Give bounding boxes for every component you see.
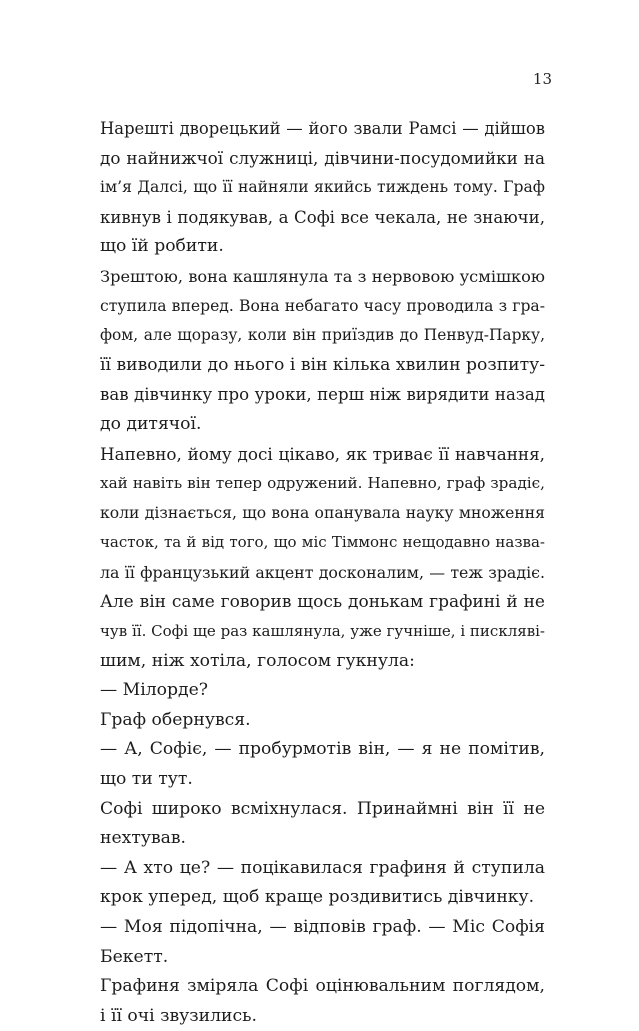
text-line: Графиня зміряла Софі оцінювальним поглядом, — [100, 976, 545, 997]
text-line: Бекетт. — [100, 946, 169, 967]
text-line: крок уперед, щоб краще роздивитись дівчинку. — [100, 887, 535, 908]
text-line: і її очі звузились. — [100, 1005, 257, 1026]
text-line: що ти тут. — [100, 769, 193, 790]
text-line: вав дівчинку про уроки, перш ніж вирядити назад — [100, 385, 545, 405]
text-line: — Моя підопічна, — відповів граф. — Міс Софія — [100, 917, 545, 938]
text-line: нехтував. — [100, 828, 187, 849]
text-line: її виводили до нього і він кілька хвилин розпиту- — [100, 354, 545, 375]
text-line: хай навіть він тепер одружений. Напевно, граф зрадіє, — [100, 474, 545, 493]
text-line: шим, ніж хотіла, голосом гукнула: — [100, 650, 415, 671]
text-line: коли дізнається, що вона опанувала науку множення — [100, 503, 545, 522]
text-line: ім’я Далсі, що її найняли якийсь тиждень тому. Граф — [100, 178, 545, 197]
text-line: що їй робити. — [100, 236, 224, 257]
text-line: чув її. Софі ще раз кашлянула, уже гучніше, і пискляві- — [100, 622, 545, 641]
text-line: Напевно, йому досі цікаво, як триває її навчання, — [100, 443, 545, 464]
text-line: Граф обернувся. — [100, 709, 251, 730]
text-line: — А хто це? — поцікавилася графиня й ступила — [100, 857, 545, 878]
text-line: фом, але щоразу, коли він приїздив до Пенвуд-Парку, — [100, 326, 545, 345]
text-line: ла її французький акцент досконалим, — теж зрадіє. — [100, 562, 545, 582]
text-line: — Мілорде? — [100, 680, 208, 701]
text-line: кивнув і подякував, а Софі все чекала, не знаючи, — [100, 207, 545, 227]
text-line: Нарешті дворецький — його звали Рамсі — дійшов — [100, 119, 545, 138]
text-line: до дитячої. — [100, 413, 202, 434]
text-line: ступила вперед. Вона небагато часу проводила з гра- — [100, 296, 545, 315]
body-text — [100, 114, 545, 1031]
text-line: Але він саме говорив щось донькам графині й не — [100, 591, 545, 612]
text-line: Софі широко всміхнулася. Принаймні він її не — [100, 798, 545, 819]
text-line: часток, та й від того, що міс Тіммонс нещодавно назва- — [100, 533, 545, 552]
text-line: Зрештою, вона кашлянула та з нервовою усмішкою — [100, 266, 545, 286]
text-line: — А, Софіє, — пробурмотів він, — я не помітив, — [100, 739, 545, 760]
text-line: до найнижчої служниці, дівчини-посудомийки на — [100, 147, 545, 168]
page-number: 13 — [532, 70, 552, 88]
